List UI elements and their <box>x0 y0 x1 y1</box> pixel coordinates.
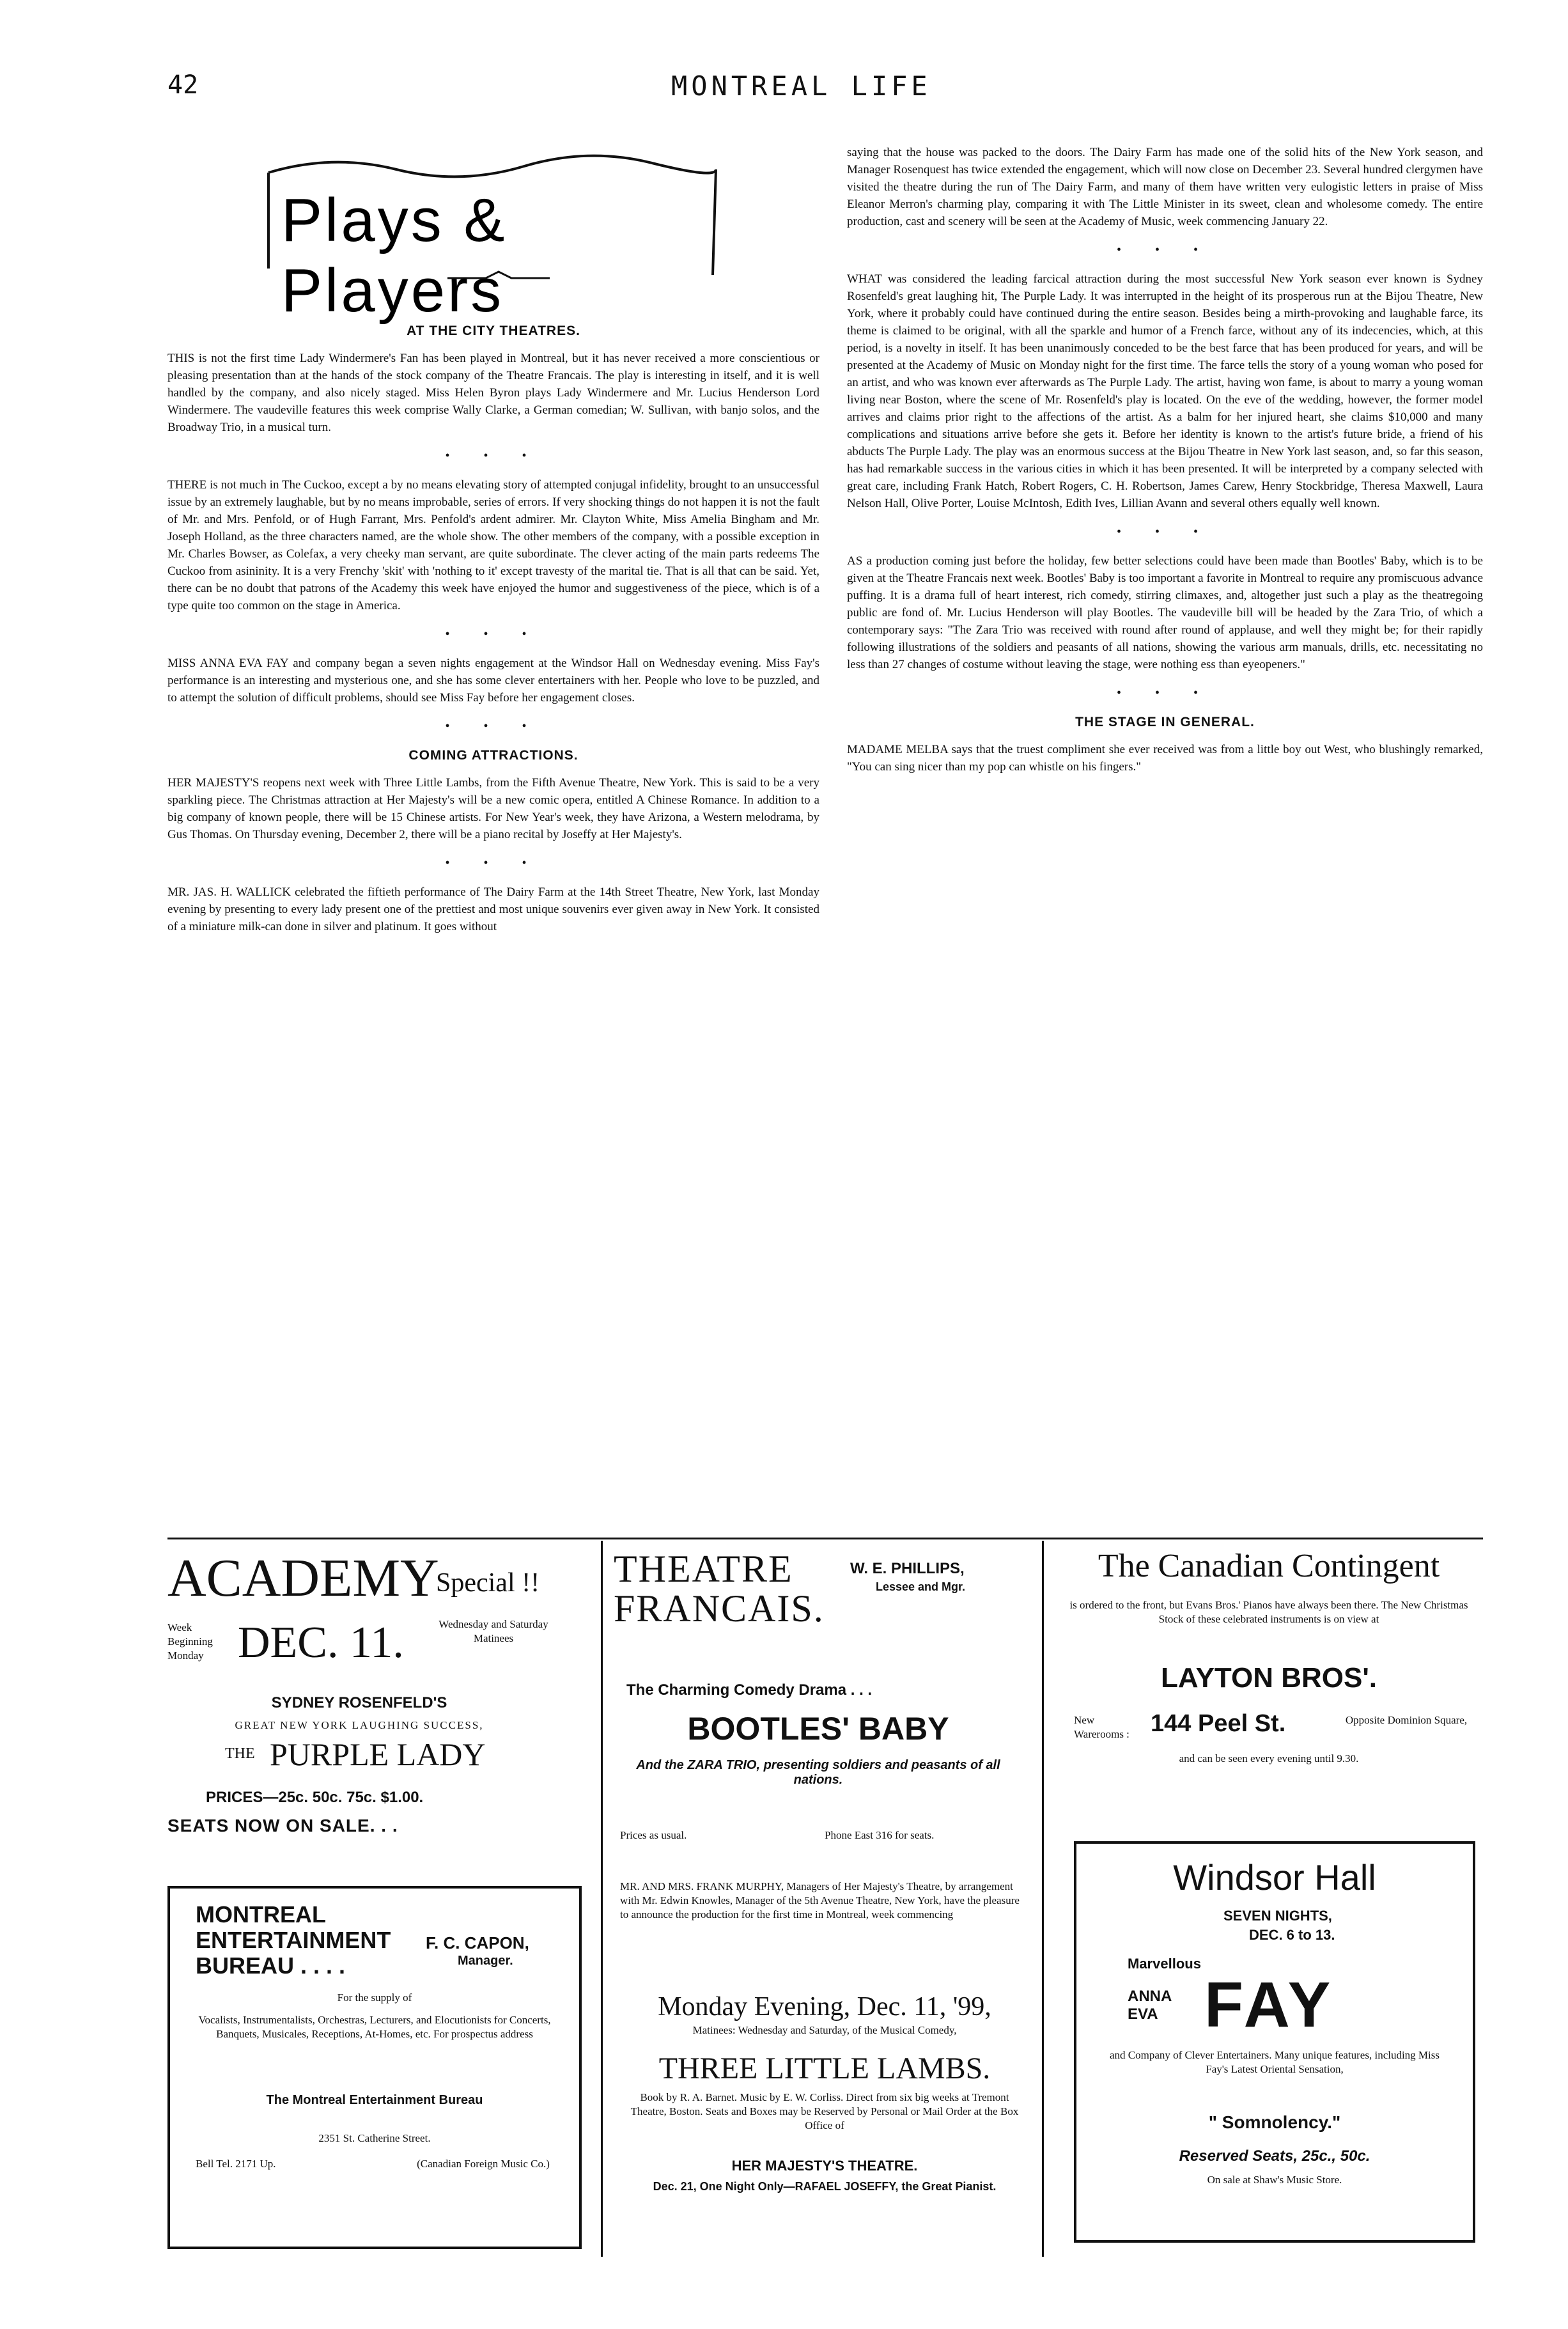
article-her-majestys: HER MAJESTY'S reopens next week with Three Little Lambs, from the Fifth Avenue Theatre, New York. This is said to be a very sparkling piece. The Christmas attraction at Her Majesty's will be a new comic opera, entitled A Chinese Romance. In addition to a big company of known people, there will be 15 Chinese artists. For New Year's week, they have Arizona, a Western melodrama, by Gus Thomas. On Thursday evening, December 2, there will be a piano recital by Joseffy at Her Majesty's. <box>167 776 819 841</box>
heading-coming-attractions: COMING ATTRACTIONS. <box>408 748 578 763</box>
article-wallick: MR. JAS. H. WALLICK celebrated the fiftieth performance of The Dairy Farm at the 14th Street Theatre, New York, last Monday evening by presenting to every lady present one of the prettiest and most unique souvenirs ever given away in New York. It consisted of a miniature milk-can done in silver and platinum. It goes without <box>167 885 819 933</box>
lambs-credits: Book by R. A. Barnet. Music by E. W. Corliss. Direct from six big weeks at Tremont Theatre, Boston. Seats and Boxes may be Reserved by Personal or Mail Order at the Box Office of <box>630 2091 1019 2131</box>
heading-stage-in-general: THE STAGE IN GENERAL. <box>1075 715 1255 729</box>
article-the-cuckoo: THERE is not much in The Cuckoo, except a by no means elevating story of attempted conjugal infidelity, brought to an unsuccessful issue by an extremely laughable, but by no means improbable, series of errors. If very shocking things do not happen it is not the fault of Mr. and Mrs. Penfold, or of Hugh Farrant, Mrs. Penfold's ardent admirer. Mr. Clayton White, Miss Amelia Bingham and Mr. Joseph Holland, as the three characters named, are the whole show. The other members of the company, with a possible exception in Mr. Charles Bowser, as Colefax, a very cheeky man servant, are quite subordinate. The clever acting of the main parts redeems The Cuckoo from asininity. It is a very Frenchy 'skit' with 'nothing to it' except travesty of the marital tie. That is all that can be said. Yet, there can be no doubt that patrons of the Academy this week have enjoyed the humor and suggestiveness of the piece, which is of a type quite too common on the stage in America. <box>167 478 819 612</box>
academy-play-title: PURPLE LADY <box>270 1736 486 1772</box>
plays-and-players-logo <box>256 147 729 325</box>
publication-title: MONTREAL LIFE <box>671 70 931 102</box>
francais-drama: The Charming Comedy Drama . . . <box>626 1681 873 1699</box>
academy-week-label: Week Beginning Monday <box>167 1621 213 1662</box>
bureau-tel: Bell Tel. 2171 Up. <box>196 2158 276 2170</box>
academy-author: SYDNEY ROSENFELD'S <box>271 1694 447 1711</box>
page-number: 42 <box>167 70 199 100</box>
bureau-manager-label: Manager. <box>458 1954 513 1968</box>
right-column <box>847 144 1483 775</box>
academy-date: DEC. 11. <box>238 1618 404 1667</box>
bureau-services: Vocalists, Instrumentalists, Orchestras, Lecturers, and Elocutionists for Concerts, Banquets, Musicales, Receptions, At-Homes, etc. For prospectus address <box>198 2014 551 2040</box>
windsor-reserved: Reserved Seats, 25c., 50c. <box>1179 2147 1370 2165</box>
lambs-matinees: Matinees: Wednesday and Saturday, of the Musical Comedy, <box>692 2024 957 2036</box>
academy-matinees: Wednesday and Saturday Matinees <box>439 1618 548 1644</box>
bureau-supply: For the supply of <box>337 1991 412 2004</box>
heading-city-theatres: AT THE CITY THEATRES. <box>407 323 580 338</box>
academy-prices: PRICES—25c. 50c. 75c. $1.00. <box>206 1789 424 1806</box>
article-purple-lady: WHAT was considered the leading farcical attraction during the most successful New York season ever known is Sydney Rosenfeld's great laughing hit, The Purple Lady. It was interrupted in the height of its prosperous run at the Bijou Theatre, New York, where it probably could have continued during the entire season. Besides being a mirth-provoking and laughable farce, its theme is claimed to be original, with all the sparkle and humor of a French farce, without any of its indecencies, which, at this period, is a novelty in itself. It has been unanimously conceded to be the best farce that has been produced for years, and will be presented at the Academy of Music on Monday night for the first time. The farce tells the story of a young woman who posed for an artist, and who was known ever afterwards as The Purple Lady. The artist, having won fame, is about to marry a young woman living near Boston, where the scene of Mr. Rosenfeld's play is located. On the eve of the wedding, however, the former model arrives and claims prior right to the affections of the artist. As a balm for her injured heart, she claims $10,000 and many complications and situations arrive before she gets it. Before her identity is known to the artist's future bride, a friend of his abducts The Purple Lady. The play was an enormous success at the Bijou Theatre in New York last season, and, so far this season, has had remarkable success in the various cities in which it has been presented. It will be interpreted by a company selected with great care, including Frank Hatch, Robert Rogers, C. H. Robertson, James Carew, Henry Stockbridge, Theresa Maxwell, Laura Nelson Hall, Olive Porter, Louise McIntosh, Edith Ives, Lillian Avann and several others equally well known. <box>847 272 1483 510</box>
logo-text: Plays & Players <box>281 186 508 325</box>
entertainment-bureau-ad <box>167 1886 582 2249</box>
article-madame-melba: MADAME MELBA says that the truest compliment she ever received was from a little boy out West, who blushingly remarked, "You can sing nicer than my pop can whistle on his fingers." <box>847 743 1483 774</box>
ad-section-top-rule <box>167 1538 1483 1539</box>
separator-dots: • • • <box>1116 686 1213 700</box>
separator-dots: • • • <box>445 449 542 463</box>
article-bootles-baby: AS a production coming just before the holiday, few better selections could have been made than Bootles' Baby, which is to be given at the Theatre Francais next week. Bootles' Baby is too important a favorite in Montreal to require any promiscuous advance puffing. It is a drama full of heart interest, rich comedy, stirring climaxes, and, altogether just such a play as the theatregoing public are fond of. Mr. Lucius Henderson will play Bootles. The vaudeville bill will be headed by the Zara Trio, of which a contemporary says: "The Zara Trio was received with round after round of applause, and well they might be; for their rapidly following illustrations of the soldiers and peasants of all nations, showing the various arm manuals, drills, etc. necessitating no less than 27 changes of costume without leaving the stage, were nothing ess than eyeopeners." <box>847 554 1483 671</box>
article-dairy-farm: saying that the house was packed to the doors. The Dairy Farm has made one of the solid hits of the New York season, and Manager Rosenquest has twice extended the engagement, which will now close on December 23. Several hundred clergymen have visited the theatre during the run of The Dairy Farm, and many of them have written very eulogistic letters in praise of Miss Eleanor Merron's charming play, comparing it with The Little Minister in its sweet, clean and wholesome comedy. The entire production, cast and scenery will be seen at the Academy of Music, week commencing January 22. <box>847 146 1483 228</box>
lambs-play: THREE LITTLE LAMBS. <box>658 2052 991 2085</box>
theatre-francais-ad <box>614 1547 1036 1867</box>
windsor-company: and Company of Clever Entertainers. Many unique features, including Miss Fay's Latest Oriental Sensation, <box>1109 2049 1440 2075</box>
windsor-marvellous: Marvellous <box>1128 1956 1201 1972</box>
francais-lessee-label: Lessee and Mgr. <box>876 1580 966 1593</box>
canadian-contingent-ad <box>1055 1547 1483 1828</box>
windsor-anna: ANNA <box>1128 1988 1172 2005</box>
academy-special: Special !! <box>436 1568 540 1598</box>
windsor-hall-ad <box>1074 1841 1475 2243</box>
francais-play: BOOTLES' BABY <box>687 1711 949 1747</box>
bureau-manager-name: F. C. CAPON, <box>426 1933 529 1952</box>
three-little-lambs-ad <box>614 1880 1036 2250</box>
contingent-hours: and can be seen every evening until 9.30. <box>1179 1752 1359 1764</box>
bureau-name-3: BUREAU . . . . <box>196 1952 346 1979</box>
bureau-name-1: MONTREAL <box>196 1901 326 1928</box>
lambs-recital: Dec. 21, One Night Only—RAFAEL JOSEFFY, the Great Pianist. <box>653 2180 997 2193</box>
separator-dots: • • • <box>1116 243 1213 257</box>
academy-title: ACADEMY <box>167 1548 439 1608</box>
separator-dots: • • • <box>445 856 542 870</box>
contingent-address-left: New Warerooms : <box>1074 1714 1129 1740</box>
windsor-fay: FAY <box>1204 1969 1335 2041</box>
academy-seats: SEATS NOW ON SALE. . . <box>167 1816 398 1835</box>
bureau-name-2: ENTERTAINMENT <box>196 1927 391 1953</box>
ad-divider-left <box>601 1541 603 2257</box>
contingent-firm: LAYTON BROS'. <box>1160 1662 1378 1694</box>
academy-subtitle: GREAT NEW YORK LAUGHING SUCCESS, <box>235 1719 484 1731</box>
lambs-intro: MR. AND MRS. FRANK MURPHY, Managers of Her Majesty's Theatre, by arrangement with Mr. Edwin Knowles, Manager of the 5th Avenue Theatre, New York, have the pleasure to announce the production for the first time in Montreal, week commencing <box>620 1880 1020 1920</box>
windsor-title: Windsor Hall <box>1173 1857 1376 1897</box>
bureau-company: (Canadian Foreign Music Co.) <box>417 2158 550 2170</box>
francais-phone: Phone East 316 for seats. <box>825 1829 935 1841</box>
lambs-theatre: HER MAJESTY'S THEATRE. <box>731 2158 918 2174</box>
academy-the: THE <box>225 1745 255 1762</box>
windsor-nights: SEVEN NIGHTS, <box>1223 1908 1332 1924</box>
windsor-eva: EVA <box>1128 2006 1158 2023</box>
contingent-title: The Canadian Contingent <box>1098 1548 1440 1584</box>
contingent-address: 144 Peel St. <box>1151 1710 1286 1737</box>
windsor-sensation: " Somnolency." <box>1208 2112 1341 2132</box>
article-anna-eva-fay: MISS ANNA EVA FAY and company began a seven nights engagement at the Windsor Hall on Wednesday evening. Miss Fay's performance is an interesting and mysterious one, and she has some clever entertainers with her. People who love to be puzzled, and to attempt the solution of difficult problems, should see Miss Fay before her engagement closes. <box>167 657 819 705</box>
separator-dots: • • • <box>445 627 542 641</box>
contingent-address-right: Opposite Dominion Square, <box>1345 1714 1468 1726</box>
francais-title-2: FRANCAIS. <box>614 1587 825 1630</box>
separator-dots: • • • <box>445 719 542 733</box>
francais-extra: And the ZARA TRIO, presenting soldiers and peasants of all nations. <box>636 1758 1000 1787</box>
ad-divider-right <box>1042 1541 1044 2257</box>
contingent-body: is ordered to the front, but Evans Bros.' Pianos have always been there. The New Christmas Stock of these celebrated instruments is on view at <box>1069 1599 1468 1625</box>
left-column <box>167 313 819 935</box>
bureau-street: 2351 St. Catherine Street. <box>318 2132 431 2144</box>
francais-prices: Prices as usual. <box>620 1829 687 1841</box>
article-lady-windermere: THIS is not the first time Lady Windermere's Fan has been played in Montreal, but it has never received a more conscientious or pleasing presentation than at the hands of the stock company of the Theatre Francais. The play is interesting in itself, and it is well handled by the company, and also nicely staged. Miss Helen Byron plays Lady Windermere and Mr. Lucius Henderson Lord Windermere. The vaudeville features this week comprise Wally Clarke, a German comedian; W. Sullivan, with banjo solos, and the Broadway Trio, in a musical turn. <box>167 352 819 434</box>
francais-lessee: W. E. PHILLIPS, <box>850 1560 965 1577</box>
lambs-date: Monday Evening, Dec. 11, '99, <box>658 1992 991 2021</box>
separator-dots: • • • <box>1116 525 1213 539</box>
bureau-bold-name: The Montreal Entertainment Bureau <box>266 2093 483 2107</box>
francais-title-1: THEATRE <box>614 1548 793 1590</box>
windsor-dates: DEC. 6 to 13. <box>1249 1927 1335 1943</box>
academy-ad <box>167 1547 589 1867</box>
windsor-sale: On sale at Shaw's Music Store. <box>1207 2174 1342 2186</box>
